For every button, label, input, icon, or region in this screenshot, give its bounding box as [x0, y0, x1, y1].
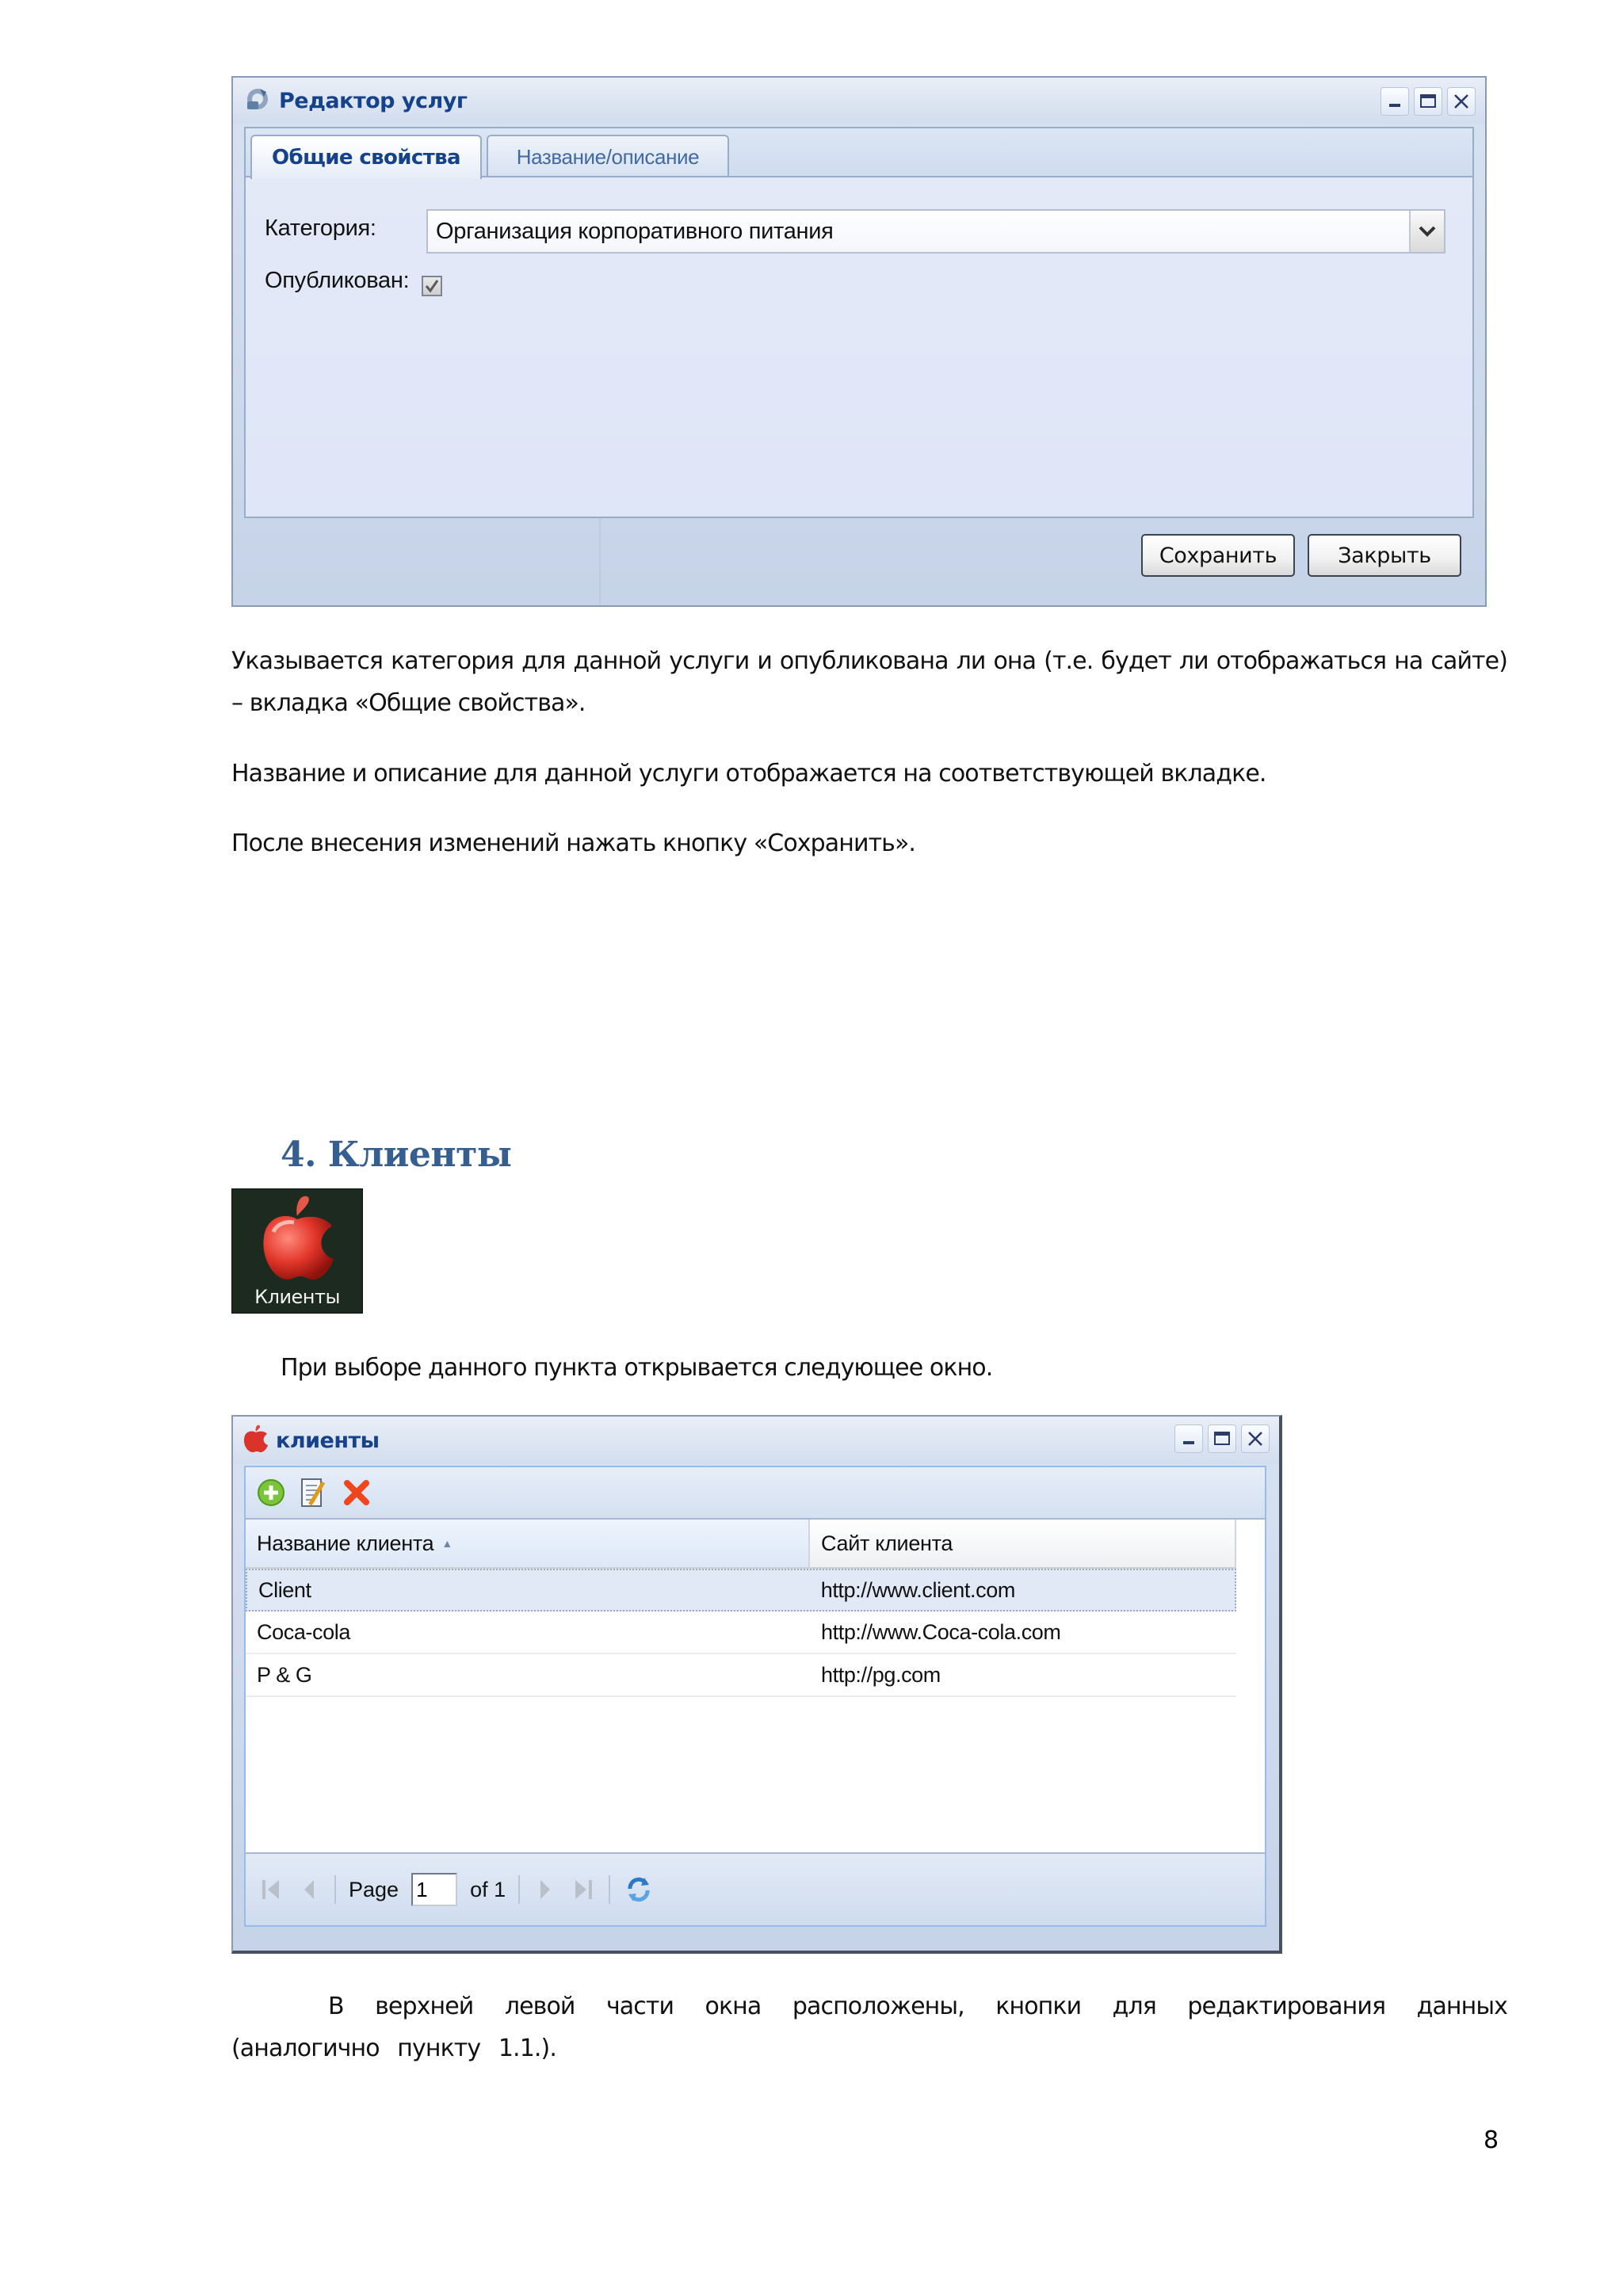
- window-title: Редактор услуг: [279, 88, 468, 113]
- tile-label: Клиенты: [254, 1286, 340, 1308]
- edit-icon: [300, 1476, 328, 1509]
- clients-grid: [246, 1520, 1265, 1881]
- minimize-icon: [1179, 1429, 1198, 1448]
- last-page-button[interactable]: [571, 1875, 596, 1904]
- window-footer: [233, 518, 1485, 605]
- column-header-client-name[interactable]: [246, 1520, 810, 1567]
- next-page-button[interactable]: [533, 1875, 558, 1904]
- first-page-icon: [260, 1878, 282, 1901]
- window-title: клиенты: [276, 1428, 380, 1453]
- combo-trigger-button[interactable]: [1409, 211, 1444, 252]
- paragraph-save-instruction: После внесения изменений нажать кнопку «Сохранить».: [231, 830, 916, 857]
- grid-header: [246, 1520, 1236, 1569]
- clients-app-tile: [231, 1188, 363, 1314]
- grid-toolbar: [246, 1467, 1265, 1520]
- red-apple-icon: [242, 1424, 269, 1458]
- add-icon: [257, 1478, 285, 1507]
- pager-separator: [334, 1875, 336, 1904]
- close-icon: [1246, 1429, 1265, 1448]
- services-gear-icon: [242, 84, 273, 118]
- cell-client-site: http://www.client.com: [820, 1577, 1015, 1602]
- tab-general-properties[interactable]: [250, 135, 482, 179]
- category-combobox[interactable]: [426, 209, 1445, 254]
- edit-button[interactable]: [298, 1475, 330, 1510]
- page-count: of 1: [470, 1877, 506, 1901]
- refresh-icon: [624, 1875, 654, 1905]
- tab-name-description[interactable]: [487, 135, 729, 177]
- last-page-icon: [572, 1878, 594, 1901]
- category-label: Категория:: [265, 215, 376, 241]
- tab-label: Общие свойства: [272, 146, 460, 170]
- chevron-down-icon: [1419, 226, 1436, 237]
- column-label: Название клиента: [257, 1531, 434, 1555]
- clients-window: [231, 1415, 1282, 1954]
- paragraph-category-explanation: Указывается категория для данной услуги и опубликована ли она (т.е. будет ли отображаться на сайте) – вкладка «Общие свойства».: [231, 647, 1507, 717]
- column-header-client-site[interactable]: [810, 1520, 1236, 1567]
- tab-panel-general: [244, 176, 1474, 518]
- table-row[interactable]: [246, 1654, 1236, 1697]
- prev-page-icon: [301, 1878, 317, 1901]
- delete-button[interactable]: [341, 1475, 372, 1510]
- pager-separator: [609, 1875, 610, 1904]
- minimize-button[interactable]: [1174, 1425, 1203, 1453]
- clients-panel: [244, 1466, 1266, 1927]
- published-label: Опубликован:: [265, 268, 410, 293]
- close-button[interactable]: [1447, 87, 1476, 116]
- page-label: Page: [349, 1877, 399, 1901]
- service-editor-window: [231, 76, 1487, 607]
- paragraph-name-description: Название и описание для данной услуги отображается на соответствующей вкладке.: [231, 760, 1266, 788]
- window-header[interactable]: [233, 1417, 1279, 1464]
- cell-client-name: Client: [258, 1577, 311, 1602]
- page-number: 8: [1484, 2126, 1499, 2154]
- prev-page-button[interactable]: [296, 1875, 322, 1904]
- cell-client-site: http://www.Coca-cola.com: [821, 1619, 1061, 1644]
- tab-label: Название/описание: [516, 144, 700, 169]
- footer-divider: [599, 518, 601, 605]
- next-page-icon: [537, 1878, 553, 1901]
- paragraph-window-intro: При выборе данного пункта открывается следующее окно.: [281, 1354, 993, 1382]
- category-value: Организация корпоративного питания: [436, 218, 834, 244]
- maximize-button[interactable]: [1208, 1425, 1236, 1453]
- table-row[interactable]: [246, 1611, 1236, 1654]
- table-row[interactable]: [246, 1569, 1236, 1611]
- published-checkbox[interactable]: [422, 276, 442, 296]
- maximize-icon: [1212, 1429, 1232, 1448]
- red-apple-icon: [256, 1192, 338, 1284]
- section-heading: 4. Клиенты: [281, 1135, 512, 1175]
- first-page-button[interactable]: [258, 1875, 284, 1904]
- close-dialog-button[interactable]: Закрыть: [1308, 534, 1461, 577]
- close-icon: [1452, 92, 1471, 111]
- paging-toolbar: [246, 1852, 1265, 1925]
- window-header[interactable]: [233, 78, 1485, 124]
- delete-icon: [342, 1478, 371, 1507]
- cell-client-site: http://pg.com: [821, 1662, 941, 1687]
- checkmark-icon: [424, 278, 440, 294]
- refresh-button[interactable]: [623, 1875, 655, 1904]
- cell-client-name: P & G: [257, 1662, 312, 1687]
- pager-separator: [518, 1875, 520, 1904]
- column-label: Сайт клиента: [821, 1531, 953, 1555]
- add-button[interactable]: [255, 1475, 287, 1510]
- maximize-icon: [1419, 92, 1438, 111]
- paragraph-toolbar-buttons: В верхней левой части окна расположены, кнопки для редактирования данных (аналогично пункту 1.1.).: [231, 1993, 1507, 2062]
- minimize-button[interactable]: [1381, 87, 1409, 116]
- close-button[interactable]: [1241, 1425, 1270, 1453]
- page-number-input[interactable]: [411, 1873, 457, 1906]
- cell-client-name: Coca-cola: [257, 1619, 350, 1644]
- save-button[interactable]: Сохранить: [1141, 534, 1295, 577]
- sort-ascending-icon: ▲: [441, 1537, 453, 1550]
- tab-bar: [244, 127, 1474, 176]
- maximize-button[interactable]: [1414, 87, 1442, 116]
- minimize-icon: [1385, 92, 1404, 111]
